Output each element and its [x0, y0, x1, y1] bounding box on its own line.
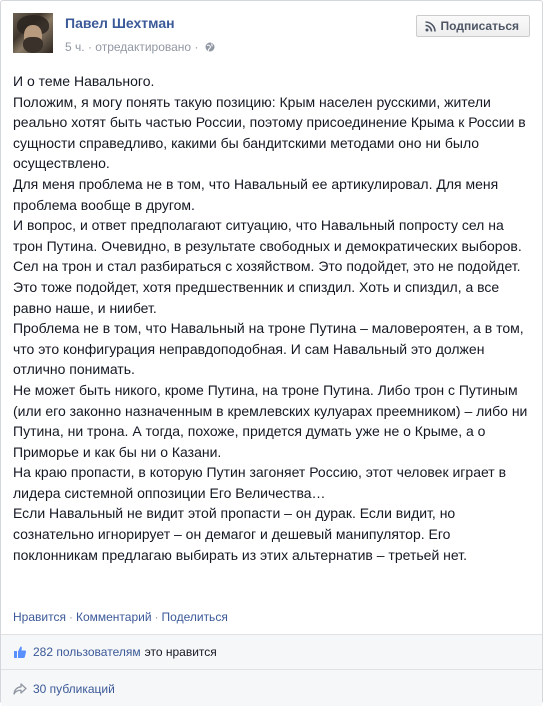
- rss-icon: [425, 21, 436, 32]
- shares-summary: [13, 679, 530, 699]
- action-separator: ·: [154, 610, 159, 624]
- author-name[interactable]: Павел Шехтман: [65, 15, 175, 31]
- post-body: [13, 71, 532, 565]
- post-header: [13, 13, 530, 59]
- globe-icon[interactable]: [205, 42, 215, 52]
- post-paragraph: Для меня проблема не в том, что Навальный ее артикулировал. Для меня проблема вообще в другом.: [13, 175, 499, 213]
- post-paragraph: Положим, я могу понять такую позицию: Крым населен русскими, жители реально хотят быть частью России, поэтому присоединение Крыма к России в сущности справедливо, какими бы бандитскими методами оно ни было осуществлено.: [13, 93, 526, 172]
- likes-summary: [13, 642, 530, 662]
- post-paragraph: И о теме Навального.: [13, 73, 155, 89]
- post-paragraph: И вопрос, и ответ предполагают ситуацию, что Навальный попросту сел на трон Путина. Очевидно, в результате свободных и демократических выборов. Сел на трон и стал разбираться с хозяйством. Это подойдет, это не подойдет. Это тоже подойдет, хотя предшественник и спиздил. Хоть и спиздил, а все равно наше, и ниибет.: [13, 217, 522, 316]
- subscribe-label: Подписаться: [440, 19, 519, 33]
- post-paragraph: Если Навальный не видит этой пропасти – он дурак. Если видит, но сознательно игнорирует – он демагог и дешевый манипулятор. Его поклонникам предлагаю выбирать из этих альтернатив – третьей нет.: [13, 505, 467, 563]
- author-avatar[interactable]: [13, 13, 53, 53]
- post-actions: [13, 610, 228, 624]
- meta-separator: ·: [87, 40, 96, 54]
- feedback-divider: [1, 669, 542, 670]
- feedback-area: [1, 634, 542, 706]
- post-meta: [65, 40, 215, 54]
- avatar-beard: [23, 37, 43, 53]
- action-separator: ·: [68, 610, 73, 624]
- likes-count-link[interactable]: 282 пользователям: [33, 645, 141, 659]
- post-paragraph: На краю пропасти, в которую Путин загоняет Россию, этот человек играет в лидера системной оппозиции Его Величества…: [13, 464, 507, 501]
- shares-count-link[interactable]: 30 публикаций: [33, 682, 115, 696]
- post-paragraph: Не может быть никого, кроме Путина, на троне Путина. Либо трон с Путиным (или его законно назначенным в кремлевских кулуарах преемником) – либо ни Путина, ни трона. А тогда, похоже, придется думать уже не о Крыме, а о Приморье и как бы ни о Казани.: [13, 381, 528, 460]
- meta-separator: ·: [194, 40, 199, 54]
- likes-suffix: это нравится: [144, 645, 217, 659]
- subscribe-button[interactable]: [416, 15, 530, 37]
- post-paragraph: Проблема не в том, что Навальный на троне Путина – маловероятен, а в том, что это конфигурация неправдоподобная. И сам Навальный это должен отлично понимать.: [13, 320, 524, 378]
- post-time[interactable]: 5 ч.: [65, 40, 85, 54]
- edited-label[interactable]: отредактировано: [95, 40, 192, 54]
- share-link[interactable]: Поделиться: [161, 610, 228, 624]
- thumbs-up-icon: [13, 645, 27, 659]
- like-link[interactable]: Нравится: [13, 610, 66, 624]
- comment-link[interactable]: Комментарий: [75, 610, 152, 624]
- share-arrow-icon: [13, 682, 27, 696]
